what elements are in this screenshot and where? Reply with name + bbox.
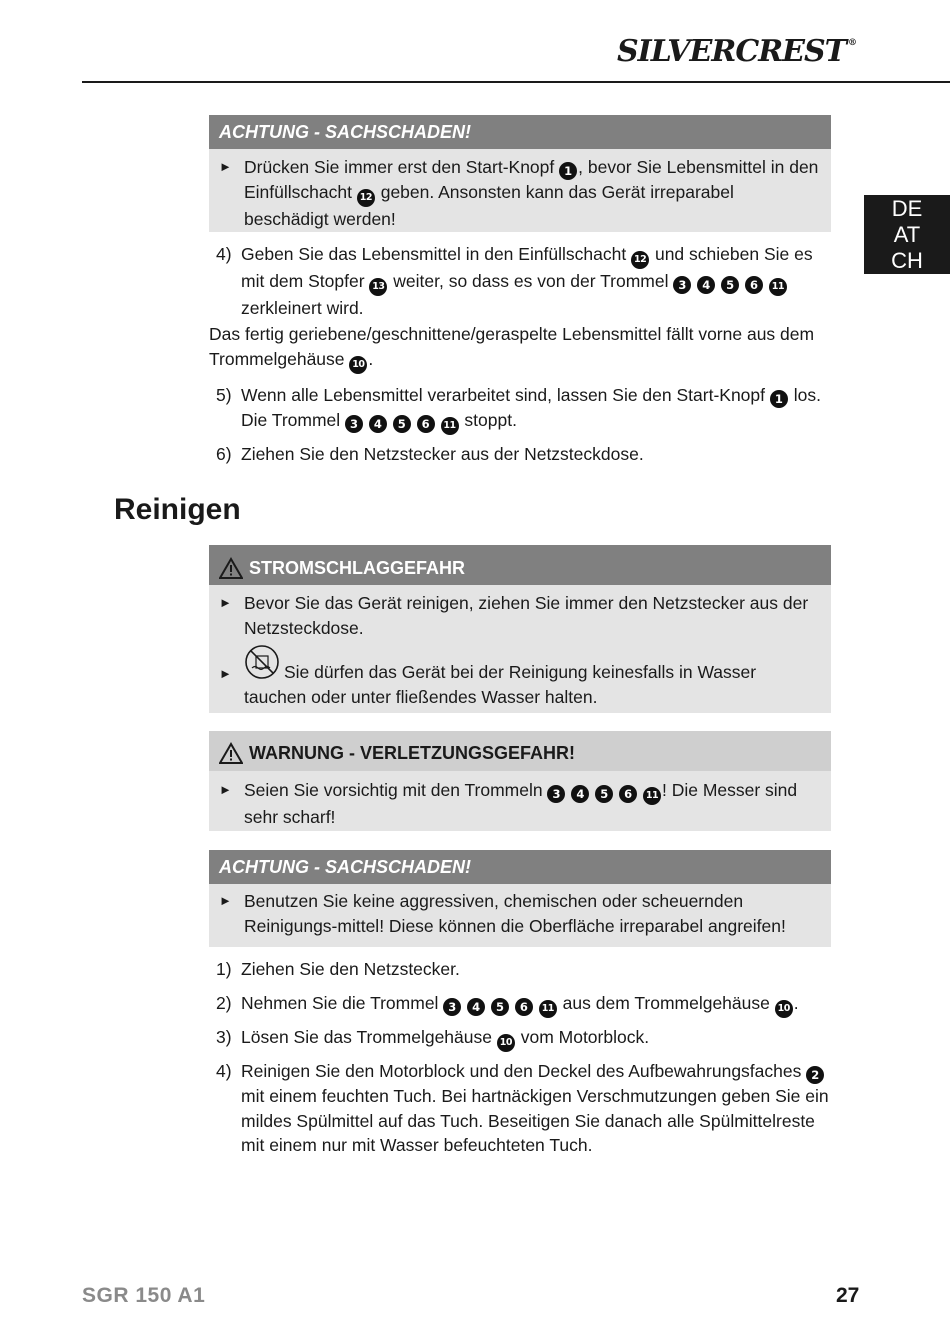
callout-4: 4 [571, 785, 589, 803]
notice-bullet: ► Bevor Sie das Gerät reinigen, ziehen Sie immer den Netzstecker aus der Netzsteckdose. [219, 593, 809, 638]
notice-box-property-damage [209, 850, 831, 947]
callout-3: 3 [443, 998, 461, 1016]
callout-6: 6 [619, 785, 637, 803]
clean-step-1: 1) Ziehen Sie den Netzstecker. [216, 959, 460, 979]
callout-2: 2 [806, 1066, 824, 1084]
notice-bullet: ► Seien Sie vorsichtig mit den Trommeln 3 4 5 6 11 ! Die Messer sind sehr scharf! [219, 780, 798, 827]
callout-5: 5 [491, 998, 509, 1016]
callout-1: 1 [559, 162, 577, 180]
notice-bullet: ► Benutzen Sie keine aggressiven, chemischen oder scheuernden Reinigungs-mittel! Diese können die Oberfläche irreparabel angreifen! [219, 891, 786, 936]
header-rule [82, 81, 950, 83]
callout-13: 13 [369, 278, 387, 296]
notice-header [209, 731, 831, 771]
notice-header [209, 545, 831, 585]
callout-3: 3 [673, 276, 691, 294]
callout-10: 10 [349, 356, 367, 374]
callout-10: 10 [775, 1000, 793, 1018]
warning-triangle-icon [219, 557, 243, 579]
language-tab [864, 195, 950, 274]
body-paragraph: Das fertig geriebene/geschnittene/geraspelte Lebensmittel fällt vorne aus dem Trommelgehäuse 10 . [209, 322, 829, 374]
notice-title: ACHTUNG - SACHSCHADEN! [209, 115, 831, 149]
bullet-arrow-icon: ► [219, 595, 232, 610]
callout-3: 3 [345, 415, 363, 433]
notice-title: ACHTUNG - SACHSCHADEN! [209, 850, 831, 884]
step-6: 6) Ziehen Sie den Netzstecker aus der Netzsteckdose. [216, 444, 644, 464]
bullet-arrow-icon: ► [219, 782, 232, 797]
warning-triangle-icon [219, 742, 243, 764]
callout-4: 4 [697, 276, 715, 294]
lang-de: DE [891, 196, 923, 221]
bullet-arrow-icon: ► [219, 666, 232, 681]
lang-ch: CH [891, 248, 923, 273]
callout-1: 1 [770, 390, 788, 408]
callout-5: 5 [393, 415, 411, 433]
bullet-arrow-icon: ► [219, 893, 232, 908]
callout-12: 12 [357, 189, 375, 207]
step-5: 5) Wenn alle Lebensmittel verarbeitet sind, lassen Sie den Start-Knopf 1 los. Die Trommel 3 4 5 6 11 stoppt. [216, 383, 836, 435]
callout-4: 4 [369, 415, 387, 433]
notice-box-property-damage [209, 115, 831, 232]
footer-model-number: SGR 150 A1 [82, 1284, 206, 1307]
notice-bullet: ► Sie dürfen das Gerät bei der Reinigung keinesfalls in Wasser tauchen oder unter fließendes Wasser halten. [209, 644, 831, 709]
section-title: Reinigen [114, 493, 241, 526]
notice-box-injury-warning [209, 731, 831, 831]
notice-box-electric-shock [209, 545, 831, 713]
callout-5: 5 [595, 785, 613, 803]
notice-title: STROMSCHLAGGEFAHR [249, 557, 465, 578]
brand-crest: CREST [735, 34, 846, 69]
clean-step-2: 2) Nehmen Sie die Trommel 3 4 5 6 11 aus dem Trommelgehäuse 10 . [216, 991, 836, 1018]
callout-11: 11 [539, 1000, 557, 1018]
clean-step-4: 4) Reinigen Sie den Motorblock und den Deckel des Aufbewahrungsfaches 2 mit einem feuchten Tuch. Bei hartnäckigen Verschmutzungen geben Sie ein mildes Spülmittel auf das Tuch. Beseitigen Sie danach alle Spülmittelreste mit einem nur mit Wasser befeuchteten Tuch. [216, 1061, 829, 1155]
callout-5: 5 [721, 276, 739, 294]
bullet-arrow-icon: ► [219, 159, 232, 174]
step-4: 4) Geben Sie das Lebensmittel in den Einfüllschacht 12 und schieben Sie es mit dem Stopfer 13 weiter, so dass es von der Trommel 3 4 5 6 11 zerkleinert wird. [216, 244, 813, 318]
no-water-immersion-icon [244, 644, 280, 680]
callout-12: 12 [631, 251, 649, 269]
notice-bullet: ► Drücken Sie immer erst den Start-Knopf 1 , bevor Sie Lebensmittel in den Einfüllschacht 12 geben. Ansonsten kann das Gerät irreparabel beschädigt werden! [219, 157, 819, 229]
clean-step-3: 3) Lösen Sie das Trommelgehäuse 10 vom Motorblock. [216, 1025, 836, 1052]
callout-11: 11 [441, 417, 459, 435]
callout-11: 11 [769, 278, 787, 296]
footer-page-number: 27 [836, 1284, 860, 1307]
notice-title: WARNUNG - VERLETZUNGSGEFAHR! [249, 742, 575, 763]
brand-silver: SILVER [617, 34, 736, 69]
callout-6: 6 [745, 276, 763, 294]
registered-mark: ® [848, 38, 856, 48]
callout-11: 11 [643, 787, 661, 805]
lang-at: AT [893, 222, 921, 247]
callout-4: 4 [467, 998, 485, 1016]
callout-6: 6 [417, 415, 435, 433]
callout-10: 10 [497, 1034, 515, 1052]
callout-6: 6 [515, 998, 533, 1016]
callout-3: 3 [547, 785, 565, 803]
brand-logo [617, 34, 856, 69]
